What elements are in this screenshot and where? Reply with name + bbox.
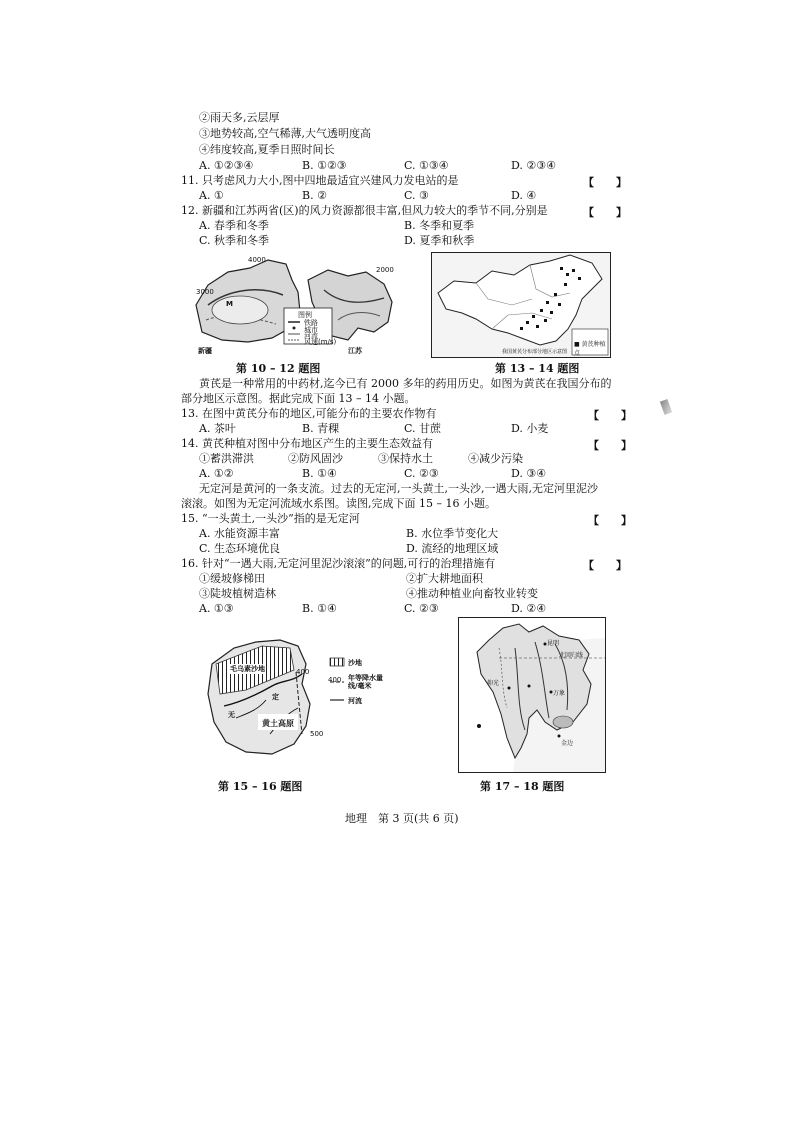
- q10-choice-b: B. ①②③: [302, 159, 347, 172]
- fig1-legend-city: 城市: [304, 326, 318, 334]
- fig1-legend-rail: 铁路: [304, 319, 318, 327]
- fig3-legend-river: 河流: [348, 697, 362, 705]
- q15-answer-bracket[interactable]: 【 】: [588, 514, 632, 527]
- fig2-legend: ■ 黄芪种植点: [574, 341, 606, 357]
- passage-1314-line2: 部分地区示意图。据此完成下面 13 – 14 小题。: [181, 392, 416, 405]
- fig3-legend-sand: 沙地: [348, 659, 362, 667]
- q14-answer-bracket[interactable]: 【 】: [588, 439, 632, 452]
- q12-choice-b: B. 冬季和夏季: [404, 219, 475, 232]
- fig1-legend-title: 图例: [298, 311, 312, 319]
- q11-choice-d: D. ④: [511, 189, 537, 202]
- q11-answer-bracket[interactable]: 【 】: [583, 176, 627, 189]
- q15-choice-b: B. 水位季节变化大: [406, 527, 499, 540]
- q16-choice-a: A. ①③: [199, 602, 234, 615]
- q16-choice-b: B. ①④: [302, 602, 337, 615]
- q12-answer-bracket[interactable]: 【 】: [583, 206, 627, 219]
- q10-option-3: ③地势较高,空气稀薄,大气透明度高: [199, 127, 371, 140]
- fig3-label-desert: 毛乌素沙地: [230, 665, 265, 673]
- fig1-contour-3000: 3000: [196, 288, 214, 296]
- fig1-legend-wind: 风速(m/s): [304, 338, 337, 346]
- q15-choice-d: D. 流经的地理区域: [406, 542, 499, 555]
- q14-choice-c: C. ②③: [404, 467, 439, 480]
- fig4-label-vientiane: 万象: [553, 690, 566, 697]
- fig4-label-phnompenh: 金边: [561, 740, 574, 747]
- q16-option-3: ③陡坡植树造林: [199, 587, 276, 600]
- figure-17-18-map: [458, 617, 606, 773]
- caption-13-14: 第 13 – 14 题图: [495, 362, 580, 375]
- q14-option-2: ②防风固沙: [288, 452, 343, 465]
- fig3-legend-400: 400: [328, 676, 342, 684]
- fig1-label-xinjiang: 新疆: [198, 347, 212, 355]
- figure-10-12-maps: [188, 250, 410, 358]
- q15-stem: 15. “一头黄土,一头沙”指的是无定河: [181, 512, 360, 525]
- q12-choice-c: C. 秋季和冬季: [199, 234, 270, 247]
- q14-option-3: ③保持水土: [378, 452, 433, 465]
- passage-1516-line1: 无定河是黄河的一条支流。过去的无定河,一头黄土,一头沙,一遇大雨,无定河里泥沙: [199, 482, 598, 495]
- q14-option-4: ④减少污染: [468, 452, 523, 465]
- caption-10-12: 第 10 – 12 题图: [236, 362, 321, 375]
- q14-option-1: ①蓄洪滞洪: [199, 452, 254, 465]
- q15-choice-a: A. 水能资源丰富: [199, 527, 280, 540]
- caption-17-18: 第 17 – 18 题图: [480, 780, 565, 793]
- q16-answer-bracket[interactable]: 【 】: [583, 559, 627, 572]
- fig1-label-jiangsu: 江苏: [348, 347, 362, 355]
- q16-stem: 16. 针对“一遇大雨,无定河里泥沙滚滚”的问题,可行的治理措施有: [181, 557, 496, 570]
- fig1-contour-4000: 4000: [248, 256, 266, 264]
- q14-choice-a: A. ①②: [199, 467, 234, 480]
- q13-choice-a: A. 茶叶: [199, 422, 236, 435]
- fig4-label-yangon: 仰光: [487, 680, 500, 687]
- fig4-label-kunming: 昆明: [547, 640, 560, 647]
- fig1-label-m: M: [226, 300, 233, 308]
- q12-choice-d: D. 夏季和秋季: [404, 234, 475, 247]
- q16-choice-c: C. ②③: [404, 602, 439, 615]
- fig1-contour-2000: 2000: [376, 266, 394, 274]
- q14-choice-b: B. ①④: [302, 467, 337, 480]
- q10-option-4: ④纬度较高,夏季日照时间长: [199, 143, 335, 156]
- caption-15-16: 第 15 – 16 题图: [218, 780, 303, 793]
- page-footer: 地理 第 3 页(共 6 页): [345, 812, 459, 825]
- q12-choice-a: A. 春季和冬季: [199, 219, 269, 232]
- q11-choice-b: B. ②: [302, 189, 327, 202]
- q13-choice-d: D. 小麦: [511, 422, 549, 435]
- q16-option-4: ④推动种植业向畜牧业转变: [406, 587, 538, 600]
- q16-option-1: ①缓坡修梯田: [199, 572, 265, 585]
- q11-choice-a: A. ①: [199, 189, 224, 202]
- q15-choice-c: C. 生态环境优良: [199, 542, 281, 555]
- figure-15-16-map: [206, 634, 386, 758]
- scan-artifact-mark: [660, 399, 672, 415]
- fig1-legend-river: 河流: [304, 332, 318, 340]
- q14-stem: 14. 黄芪种植对图中分布地区产生的主要生态效益有: [181, 437, 433, 450]
- fig3-legend-isohyet: 年等降水量线/毫米: [348, 674, 383, 690]
- q10-option-2: ②雨天多,云层厚: [199, 111, 280, 124]
- fig3-label-500: 500: [310, 730, 324, 738]
- q13-answer-bracket[interactable]: 【 】: [588, 409, 632, 422]
- q16-option-2: ②扩大耕地面积: [406, 572, 483, 585]
- q16-choice-d: D. ②④: [511, 602, 547, 615]
- q14-choice-d: D. ③④: [511, 467, 547, 480]
- q13-stem: 13. 在图中黄芪分布的地区,可能分布的主要农作物有: [181, 407, 437, 420]
- q13-choice-c: C. 甘蔗: [404, 422, 442, 435]
- q10-choice-d: D. ②③④: [511, 159, 557, 172]
- fig2-note: 我国黄芪分布部分地区示意图: [502, 349, 568, 355]
- fig3-label-400: 400: [296, 668, 310, 676]
- passage-1516-line2: 滚滚。如图为无定河流域水系图。读图,完成下面 15 – 16 小题。: [181, 497, 496, 510]
- q10-choice-c: C. ①③④: [404, 159, 449, 172]
- q11-stem: 11. 只考虑风力大小,图中四地最适宜兴建风力发电站的是: [181, 174, 459, 187]
- q10-choice-a: A. ①②③④: [199, 159, 254, 172]
- fig3-label-ding: 定: [272, 693, 279, 701]
- fig3-label-plateau: 黄土高原: [262, 719, 294, 728]
- passage-1314-line1: 黄芪是一种常用的中药材,迄今已有 2000 多年的药用历史。如图为黄芪在我国分布的: [199, 377, 612, 390]
- q13-choice-b: B. 青稞: [302, 422, 340, 435]
- fig4-label-tropic: 北回归线: [559, 652, 584, 659]
- figure-13-14-map: [431, 252, 611, 358]
- fig3-label-wu: 无: [228, 711, 235, 719]
- q12-stem: 12. 新疆和江苏两省(区)的风力资源都很丰富,但风力较大的季节不同,分别是: [181, 204, 548, 217]
- q11-choice-c: C. ③: [404, 189, 429, 202]
